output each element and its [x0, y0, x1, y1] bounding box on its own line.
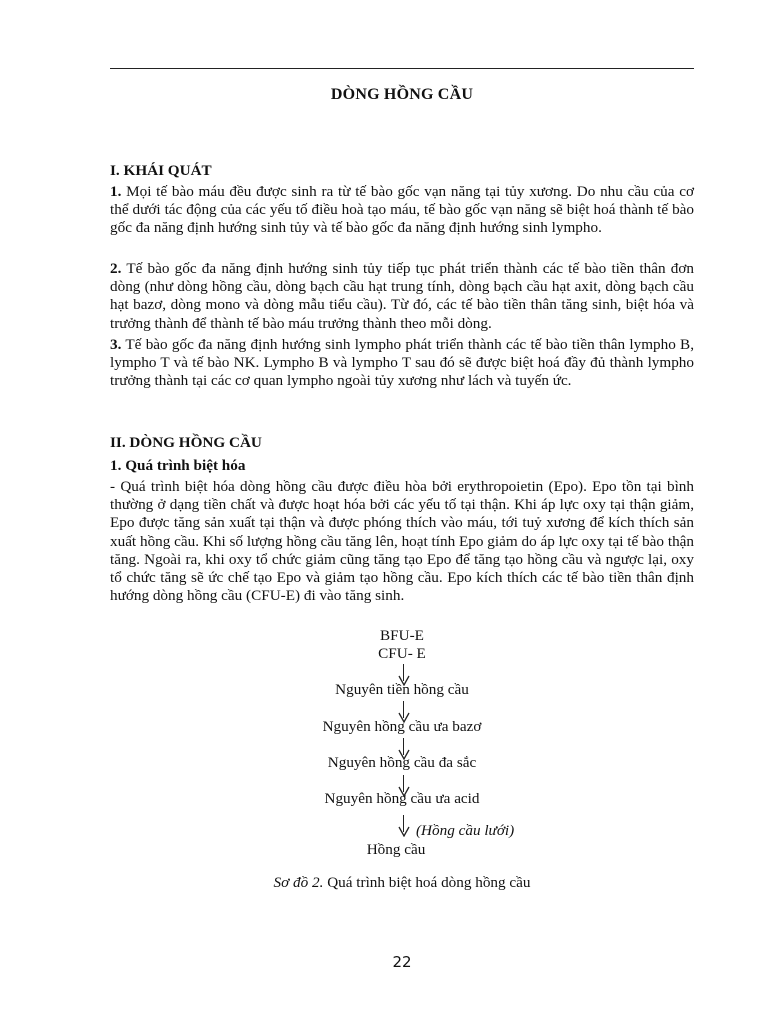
- diagram-node-proerythroblast: Nguyên tiền hồng cầu: [335, 681, 469, 698]
- paragraph-number: 1.: [110, 183, 122, 200]
- diagram-note-reticulocyte: (Hồng cầu lưới): [416, 822, 515, 839]
- section-heading-overview: I. KHÁI QUÁT: [110, 162, 212, 179]
- paragraph-number: 3.: [110, 336, 122, 353]
- diagram-arrow: [398, 815, 410, 837]
- paragraph-text: Tế bào gốc đa năng định hướng sinh lympho phát triển thành các tế bào tiền thân lympho B, lympho T và tế bào NK. Lympho B và lympho T sau đó sẽ được biệt hoá đầy đủ thành lympho trưởng thành tại các cơ quan lympho ngoài tủy xương như lách và tuyến ức.: [110, 336, 694, 390]
- caption-text: Quá trình biệt hoá dòng hồng cầu: [323, 874, 531, 891]
- diagram-node-cfu-e: CFU- E: [378, 645, 426, 662]
- paragraph-2: [110, 260, 694, 333]
- diagram-node-basophilic-erythroblast: Nguyên hồng cầu ưa bazơ: [322, 718, 482, 735]
- paragraph-differentiation: - Quá trình biệt hóa dòng hồng cầu được điều hòa bởi erythropoietin (Epo). Epo tồn tại bình thường ở dạng tiền chất và được hoạt hóa bởi các yếu tố tại thận. Khi áp lực oxy tại thận giảm, Epo được tăng sản xuất tại thận và được phóng thích vào máu, tới tuỷ xương để kích thích sản xuất hồng cầu. Khi số lượng hồng cầu tăng lên, hoạt tính Epo giảm do áp lực oxy tại tế bào thận tăng. Ngoài ra, khi oxy tổ chức giảm cũng tăng tạo Epo để tăng tạo hồng cầu và ngược lại, oxy tổ chức tăng sẽ ức chế tạo Epo và giảm tạo hồng cầu. Epo kích thích các tế bào tiền thân định hướng dòng hồng cầu (CFU-E) đi vào tăng sinh.: [110, 478, 694, 605]
- paragraph-1: [110, 183, 694, 238]
- section-heading-red-cell-line: II. DÒNG HỒNG CẦU: [110, 434, 262, 451]
- paragraph-text: Tế bào gốc đa năng định hướng sinh tủy tiếp tục phát triển thành các tế bào tiền thân đơn dòng (như dòng hồng cầu, dòng bạch cầu hạt trung tính, dòng bạch cầu hạt axit, dòng bạch cầu hạt bazơ, dòng mono và dòng mẫu tiểu cầu). Từ đó, các tế bào tiền thân tăng sinh, biệt hóa và trưởng thành để thành tế bào máu trưởng thành theo mỗi dòng.: [110, 260, 694, 332]
- page-title: DÒNG HỒNG CẦU: [330, 86, 474, 103]
- page-number: 22: [392, 953, 412, 971]
- paragraph-number: 2.: [110, 260, 122, 277]
- diagram-node-bfu-e: BFU-E: [380, 627, 424, 644]
- document-page: [110, 0, 694, 1024]
- header-rule: [110, 68, 694, 69]
- paragraph-3: [110, 336, 694, 391]
- diagram-node-red-blood-cell: Hồng cầu: [366, 841, 426, 858]
- diagram-caption: [110, 874, 694, 892]
- caption-label: Sơ đồ 2.: [273, 874, 324, 891]
- paragraph-text: Mọi tế bào máu đều được sinh ra từ tế bào gốc vạn năng tại tủy xương. Do nhu cầu của cơ thể dưới tác động của các yếu tố điều hoà tạo máu, tế bào gốc vạn năng sẽ biệt hoá thành tế bào gốc đa năng định hướng sinh tủy và tế bào gốc đa năng định hướng sinh lympho.: [110, 183, 694, 237]
- diagram-node-polychromatic-erythroblast: Nguyên hồng cầu đa sắc: [327, 754, 477, 771]
- subsection-heading: 1. Quá trình biệt hóa: [110, 457, 246, 474]
- diagram-node-acidophilic-erythroblast: Nguyên hồng cầu ưa acid: [324, 790, 480, 807]
